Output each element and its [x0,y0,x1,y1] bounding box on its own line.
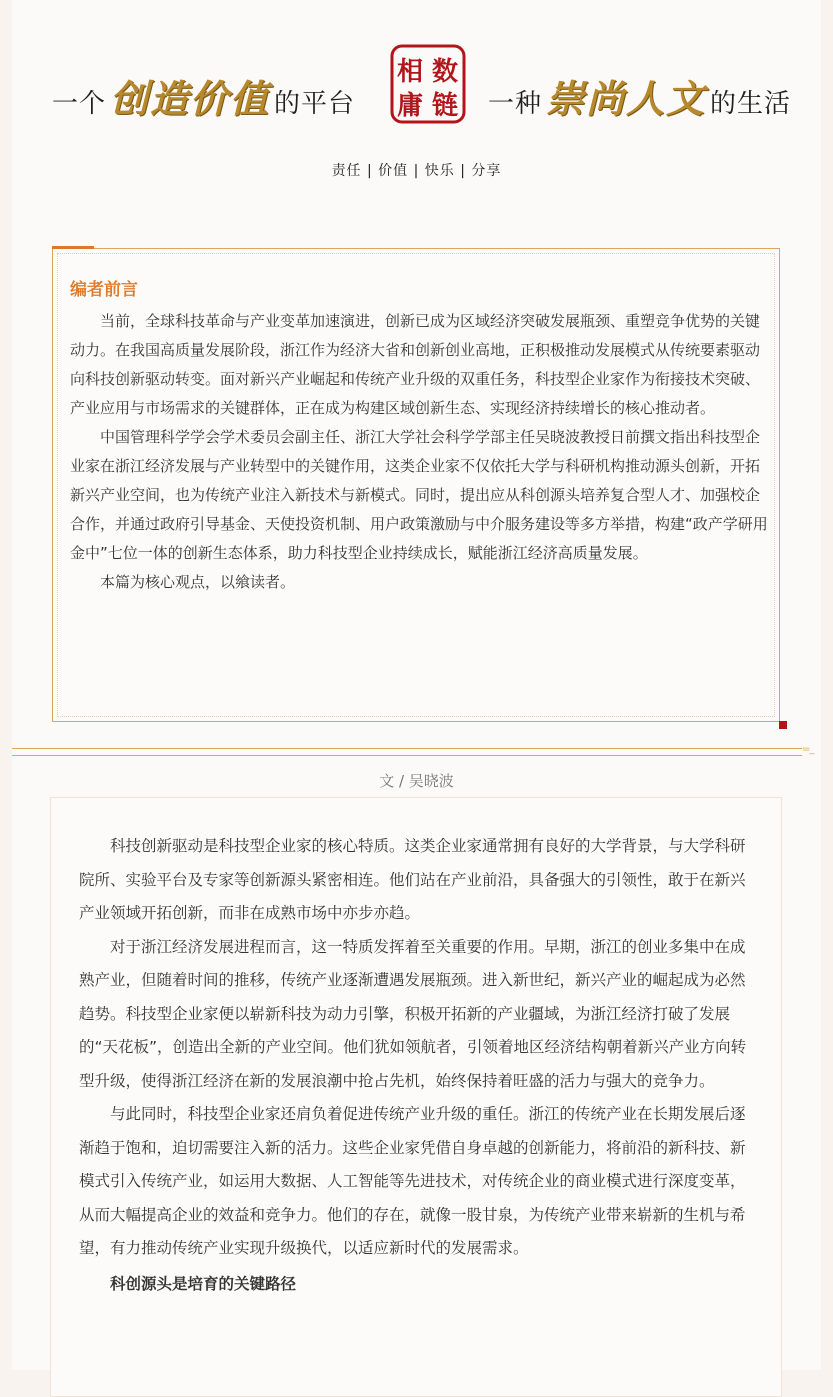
author-line: 文 / 吴晓波 [379,772,454,790]
slogan-right-emphasis: 崇尚人文 [546,76,707,121]
divider-end-mark: =_ [802,744,814,755]
preface-paragraph: 中国管理科学学会学术委员会副主任、浙江大学社会科学学部主任吴晓波教授日前撰文指出科技型企业家在浙江经济发展与产业转型中的关键作用，这类企业家不仅依托大学与科研机构推动源头创新，开拓新兴产业空间，也为传统产业注入新技术与新模式。同时，提出应从科创源头培养复合型人才、加强校企合作，并通过政府引导基金、天使投资机制、用户政策激励与中介服务建设等多方举措，构建“政产学研用金中”七位一体的创新生态体系，助力科技型企业持续成长，赋能浙江经济高质量发展。 [70,428,768,562]
article-body [79,830,759,1301]
corner-mark [779,721,787,729]
seal-char-3: 庸 [396,91,424,121]
seal-char-4: 链 [431,91,459,121]
slogan-left-post: 的平台 [274,89,356,119]
preface-body [70,307,768,597]
article-paragraph: 对于浙江经济发展进程而言，这一特质发挥着至关重要的作用。早期，浙江的创业多集中在成熟产业，但随着时间的推移，传统产业逐渐遭遇发展瓶颈。进入新世纪，新兴产业的崛起成为必然趋势。科技型企业家便以崭新科技为动力引擎，积极开拓新的产业疆域，为浙江经济打破了发展的“天花板”，创造出全新的产业空间。他们犹如领航者，引领着地区经济结构朝着新兴产业方向转型升级，使得浙江经济在新的发展浪潮中抢占先机，始终保持着旺盛的活力与强大的竞争力。 [79,937,747,1090]
preface-box [52,248,780,722]
article-subheading: 科创源头是培育的关键路径 [110,1274,297,1293]
article-paragraph: 科技创新驱动是科技型企业家的核心特质。这类企业家通常拥有良好的大学背景，与大学科研院所、实验平台及专家等创新源头紧密相连。他们站在产业前沿，具备强大的引领性，敢于在新兴产业领域开拓创新，而非在成熟市场中亦步亦趋。 [79,837,746,922]
header-banner [52,40,792,130]
section-divider [12,748,802,756]
slogan-left-pre: 一个 [52,89,107,119]
preface-paragraph: 当前，全球科技革命与产业变革加速演进，创新已成为区域经济突破发展瓶颈、重塑竞争优势的关键动力。在我国高质量发展阶段，浙江作为经济大省和创新创业高地，正积极推动发展模式从传统要素驱动向科技创新驱动转变。面对新兴产业崛起和传统产业升级的双重任务，科技型企业家作为衔接技术突破、产业应用与市场需求的关键群体，正在成为构建区域创新生态、实现经济持续增长的核心推动者。 [70,312,761,417]
seal-char-2: 数 [431,57,459,87]
article-paragraph: 与此同时，科技型企业家还肩负着促进传统产业升级的重任。浙江的传统产业在长期发展后逐渐趋于饱和，迫切需要注入新的活力。这些企业家凭借自身卓越的创新能力，将前沿的新科技、新模式引入传统产业，如运用大数据、人工智能等先进技术，对传统企业的商业模式进行深度变革，从而大幅提高企业的效益和竞争力。他们的存在，就像一股甘泉，为传统产业带来崭新的生机与希望，有力推动传统产业实现升级换代，以适应新时代的发展需求。 [79,1105,746,1257]
article-box [50,797,782,1397]
preface-title: 编者前言 [70,280,138,300]
slogan-left [52,68,356,121]
slogan-left-emphasis: 创造价值 [110,76,271,121]
preface-paragraph: 本篇为核心观点，以飨读者。 [100,573,296,591]
slogan-right [488,68,792,121]
tagline: 责任 | 价值 | 快乐 | 分享 [331,163,502,179]
seal-char-1: 相 [396,57,424,87]
slogan-right-pre: 一种 [488,89,543,119]
slogan-right-post: 的生活 [710,89,792,119]
seal-logo [390,44,466,124]
page [12,0,821,1370]
